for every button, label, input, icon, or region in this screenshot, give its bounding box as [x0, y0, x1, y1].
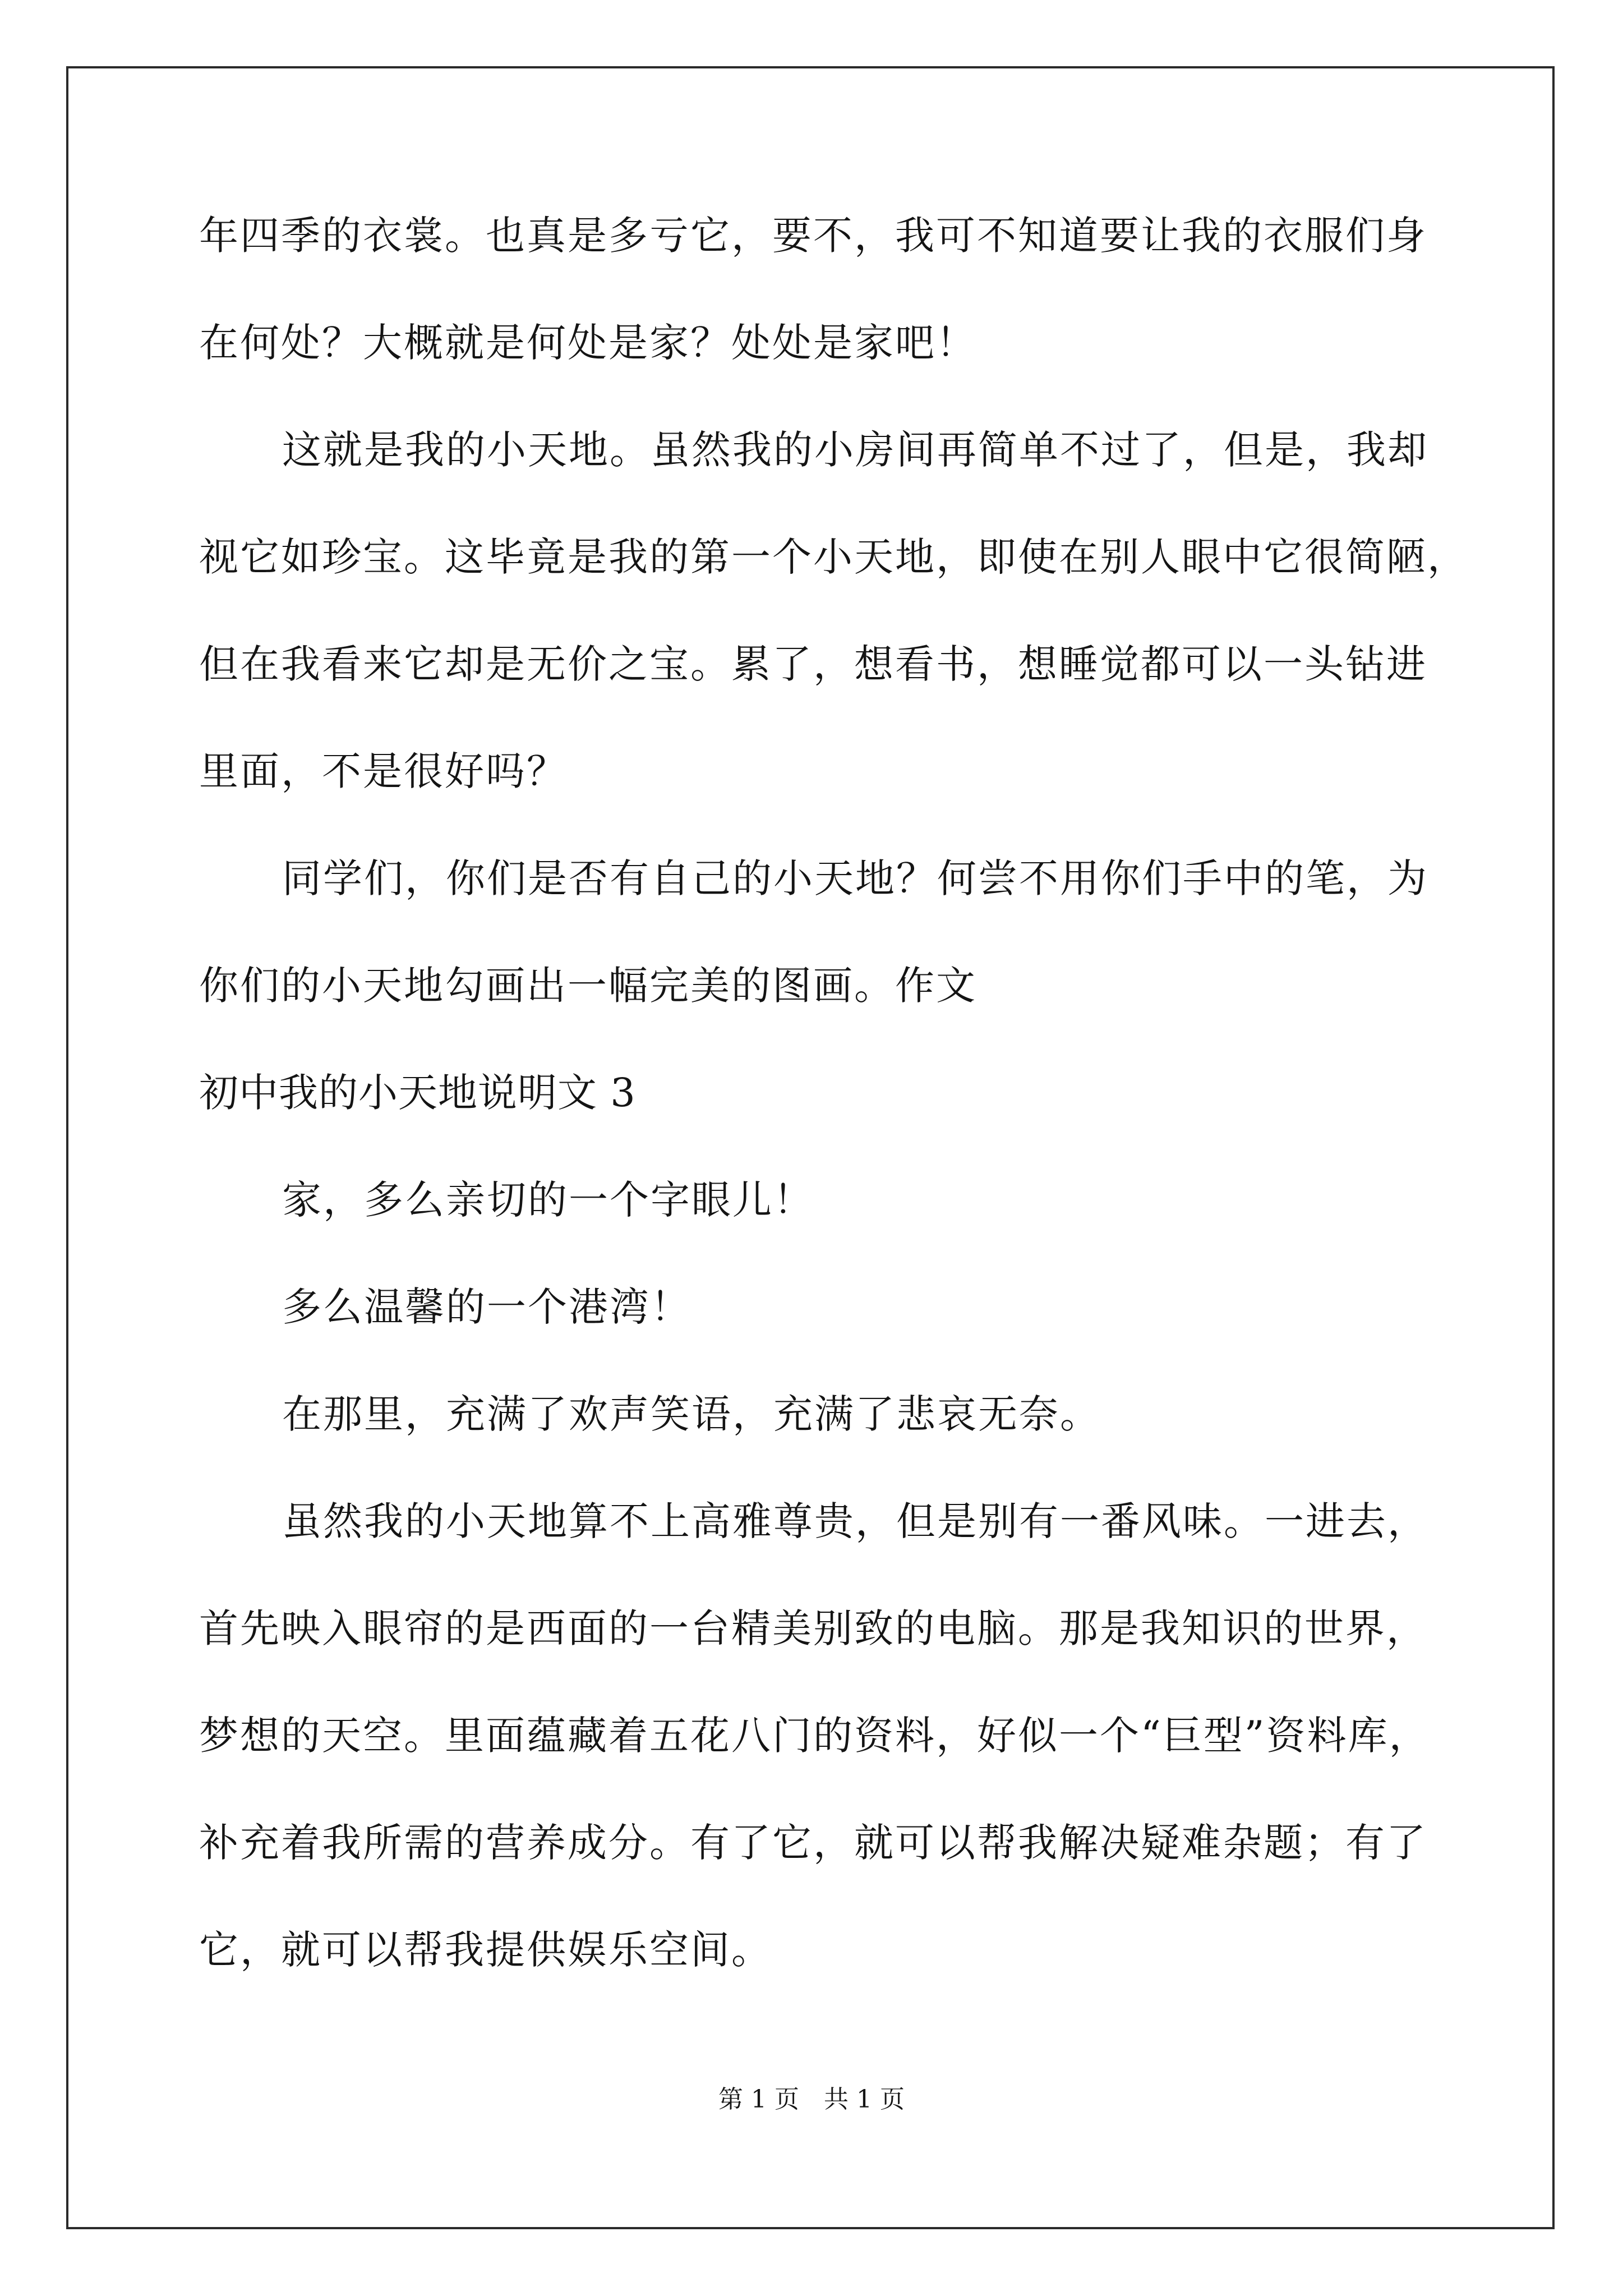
paragraph-line: 首先映入眼帘的是西面的一台精美别致的电脑。那是我知识的世界，	[199, 1605, 1427, 1651]
document-body	[199, 208, 1467, 2029]
paragraph-line: 在何处？大概就是何处是家？处处是家吧！	[199, 320, 977, 366]
page-number-footer: 第 1 页 共 1 页	[718, 2085, 905, 2114]
paragraph-line: 里面，不是很好吗？	[199, 748, 568, 794]
paragraph-line: 这就是我的小天地。虽然我的小房间再简单不过了，但是，我却	[282, 427, 1428, 473]
section-heading: 初中我的小天地说明文 3	[199, 1070, 636, 1116]
paragraph-line: 多么温馨的一个港湾！	[282, 1284, 691, 1330]
paragraph-line: 家，多么亲切的一个字眼儿！	[282, 1177, 814, 1223]
paragraph-line: 你们的小天地勾画出一幅完美的图画。作文	[199, 963, 977, 1009]
paragraph-line: 补充着我所需的营养成分。有了它，就可以帮我解决疑难杂题；有了	[199, 1820, 1427, 1866]
paragraph-line: 年四季的衣裳。也真是多亏它，要不，我可不知道要让我的衣服们身	[199, 213, 1427, 259]
paragraph-line: 它，就可以帮我提供娱乐空间。	[199, 1927, 772, 1973]
paragraph-line: 但在我看来它却是无价之宝。累了，想看书，想睡觉都可以一头钻进	[199, 641, 1427, 687]
paragraph-line: 虽然我的小天地算不上高雅尊贵，但是别有一番风味。一进去，	[282, 1498, 1428, 1544]
paragraph-line: 在那里，充满了欢声笑语，充满了悲哀无奈。	[282, 1391, 1101, 1437]
paragraph-line: 同学们，你们是否有自己的小天地？何尝不用你们手中的笔，为	[282, 855, 1428, 901]
paragraph-line: 视它如珍宝。这毕竟是我的第一个小天地，即使在别人眼中它很简陋，	[199, 534, 1468, 580]
paragraph-line: 梦想的天空。里面蕴藏着五花八门的资料，好似一个“巨型”资料库，	[199, 1713, 1430, 1759]
